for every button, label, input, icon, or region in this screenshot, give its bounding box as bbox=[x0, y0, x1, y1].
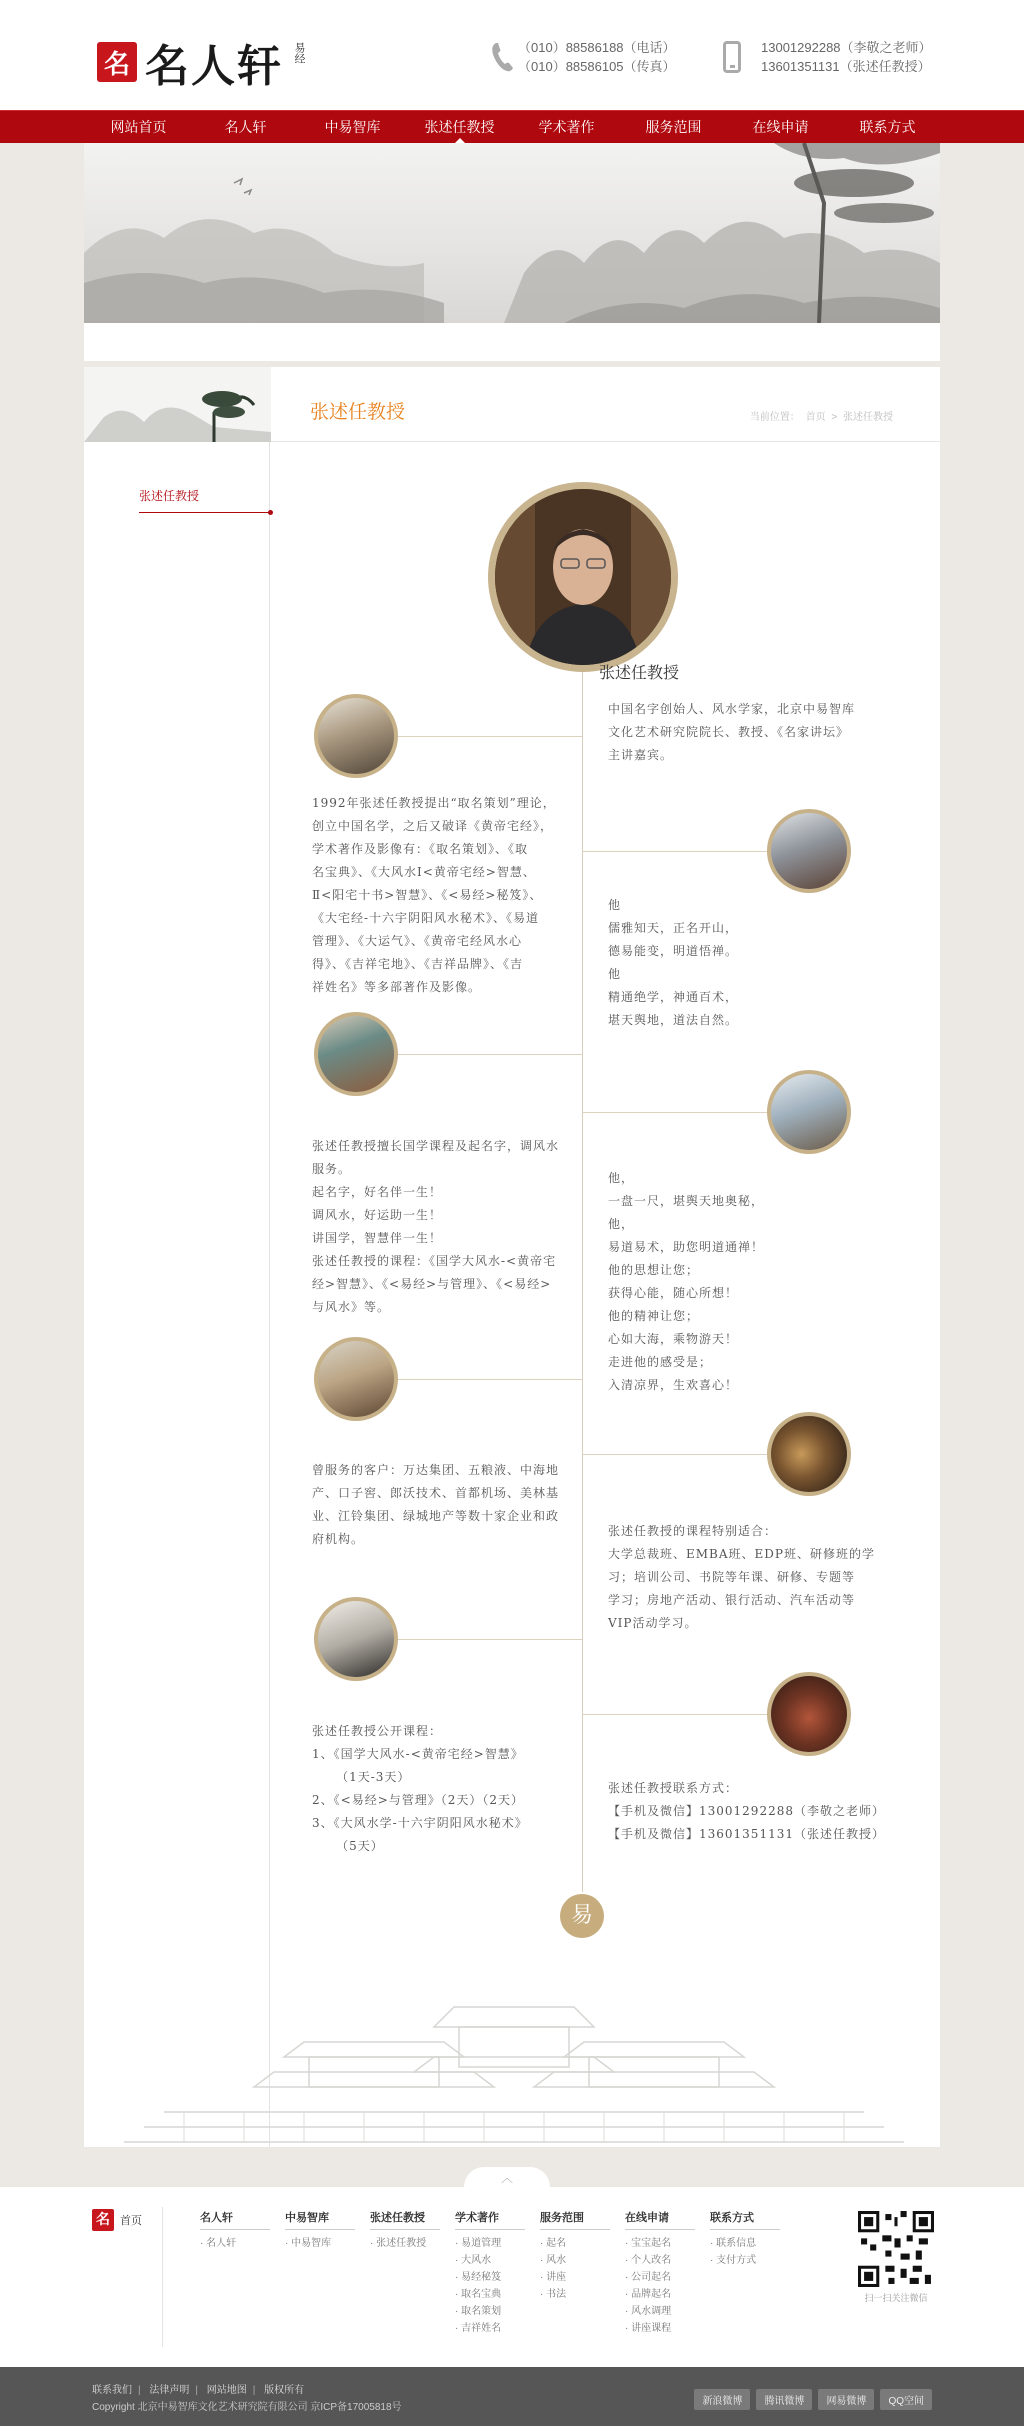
footer-link[interactable]: · 吉祥姓名 bbox=[455, 2320, 525, 2337]
footer-link[interactable]: · 取名宝典 bbox=[455, 2286, 525, 2303]
link-copyright[interactable]: 版权所有 bbox=[264, 2385, 305, 2396]
footer-link[interactable]: · 起名 bbox=[540, 2235, 610, 2252]
he-paragraph-2: 他， 一盘一尺，堪舆天地奥秘， 他， 易道易术，助您明道通禅！ 他的思想让您； 获得心能，随心所想！ 他的精神让您； 心如大海，乘物游天！ 走进他的感受是； 入清凉界，生欢喜心！ bbox=[608, 1171, 765, 1392]
contact-text bbox=[608, 1777, 918, 1846]
intro-text bbox=[608, 698, 898, 767]
footer-link[interactable]: · 讲座 bbox=[540, 2269, 610, 2286]
yi-seal-icon: 易 bbox=[560, 1894, 604, 1938]
footer-column-title[interactable]: 中易智库 bbox=[285, 2209, 355, 2230]
bottom-bar bbox=[0, 2367, 1024, 2426]
nav-item-contact[interactable]: 联系方式 bbox=[859, 119, 916, 135]
footer-toggle bbox=[84, 2147, 940, 2187]
footer-link[interactable]: · 风水 bbox=[540, 2252, 610, 2269]
site-footer bbox=[0, 2187, 1024, 2367]
footer-link[interactable]: · 风水调理 bbox=[625, 2303, 695, 2320]
breadcrumb-current: 张述任教授 bbox=[843, 412, 893, 423]
share-netease-weibo-button[interactable]: 网易微博 bbox=[818, 2389, 874, 2410]
fax-line: （010）88586105（传真） bbox=[518, 59, 676, 74]
footer-column-title[interactable]: 服务范围 bbox=[540, 2209, 610, 2230]
contact-paragraph: 张述任教授联系方式： 【手机及微信】13001292288（李敬之老师） 【手机及微信】13601351131（张述任教授） bbox=[608, 1781, 885, 1841]
content-header bbox=[84, 367, 940, 442]
contact-mobile bbox=[723, 38, 932, 76]
footer-column-apply bbox=[625, 2209, 695, 2337]
timeline-connector bbox=[398, 736, 582, 737]
footer-link[interactable]: · 张述任教授 bbox=[370, 2235, 440, 2252]
qr-caption: 扫一扫关注微信 bbox=[864, 2293, 928, 2303]
breadcrumb-home-link[interactable]: 首页 bbox=[805, 412, 826, 423]
nav-item-services[interactable]: 服务范围 bbox=[645, 119, 702, 135]
timeline-connector bbox=[582, 1112, 767, 1113]
footer-link[interactable]: · 公司起名 bbox=[625, 2269, 695, 2286]
link-contact-us[interactable]: 联系我们 bbox=[92, 2385, 132, 2396]
nav-item-think-tank[interactable]: 中易智库 bbox=[324, 119, 381, 135]
footer-logo-icon: 名 bbox=[92, 2209, 114, 2231]
palace-watermark bbox=[84, 1987, 940, 2147]
sidebar bbox=[84, 442, 270, 2147]
he-paragraph-1: 他 儒雅知天，正名开山， 德易能变，明道悟禅。 他 精通绝学，神通百术， 堪天舆地，道法自然。 bbox=[608, 898, 739, 1027]
courses-text bbox=[312, 1720, 572, 1858]
content-wrapper bbox=[84, 323, 940, 2147]
footer-column-services bbox=[540, 2209, 610, 2303]
share-buttons bbox=[688, 2389, 932, 2410]
portrait-photo bbox=[488, 482, 678, 672]
footer-link[interactable]: · 宝宝起名 bbox=[625, 2235, 695, 2252]
footer-column-title[interactable]: 名人轩 bbox=[200, 2209, 270, 2230]
timeline-connector bbox=[582, 1454, 767, 1455]
timeline-connector bbox=[398, 1379, 582, 1380]
footer-link[interactable]: · 讲座课程 bbox=[625, 2320, 695, 2337]
footer-link[interactable]: · 大风水 bbox=[455, 2252, 525, 2269]
footer-link[interactable]: · 品牌起名 bbox=[625, 2286, 695, 2303]
footer-column-think-tank bbox=[285, 2209, 355, 2252]
main-content bbox=[84, 442, 940, 2147]
breadcrumb bbox=[750, 408, 896, 423]
footer-column-title[interactable]: 在线申请 bbox=[625, 2209, 695, 2230]
contact-telephone bbox=[490, 38, 676, 76]
clients-paragraph: 曾服务的客户：万达集团、五粮液、中海地 产、口子窖、郎沃技术、首都机场、美林基 业、江铃集团、绿城地产等数十家企业和政 府机构。 bbox=[312, 1463, 560, 1546]
timeline-connector bbox=[582, 1714, 767, 1715]
footer-column-title[interactable]: 学术著作 bbox=[455, 2209, 525, 2230]
he-text-1 bbox=[608, 894, 898, 1032]
mobile-line: 13601351131（张述任教授） bbox=[761, 59, 931, 74]
calligraphy-image bbox=[314, 1597, 398, 1681]
mobile-line: 13001292288（李敬之老师） bbox=[761, 40, 932, 55]
books-image bbox=[314, 694, 398, 778]
telephone-icon bbox=[490, 41, 518, 73]
tea-cups-image bbox=[314, 1012, 398, 1096]
bamboo-scroll-image bbox=[767, 1412, 851, 1496]
nav-item-mingrenxuan[interactable]: 名人轩 bbox=[224, 119, 267, 135]
footer-home-label: 首页 bbox=[120, 2215, 142, 2227]
wechat-qr-code bbox=[858, 2211, 934, 2287]
landscape-banner bbox=[84, 143, 940, 323]
footer-home-link[interactable] bbox=[92, 2209, 142, 2231]
audience-paragraph: 张述任教授的课程特别适合： 大学总裁班、EMBA班、EDP班、研修班的学 习；培训公司、书院等年课、研修、专题等 学习；房地产活动、银行活动、汽车活动等 VIP活动学习。 bbox=[608, 1524, 875, 1630]
timeline-line bbox=[582, 642, 583, 1892]
footer-link[interactable]: · 取名策划 bbox=[455, 2303, 525, 2320]
page-title: 张述任教授 bbox=[310, 402, 406, 423]
footer-column-mingrenxuan bbox=[200, 2209, 270, 2252]
footer-link[interactable]: · 易道管理 bbox=[455, 2235, 525, 2252]
phone-line: （010）88586188（电话） bbox=[518, 40, 676, 55]
open-book-image bbox=[767, 1070, 851, 1154]
link-sitemap[interactable]: 网站地图 bbox=[206, 2385, 247, 2396]
breadcrumb-separator: > bbox=[831, 412, 838, 423]
logo-subtitle: 易经 bbox=[293, 42, 306, 64]
breadcrumb-label: 当前位置： bbox=[749, 412, 800, 423]
link-legal[interactable]: 法律声明 bbox=[149, 2385, 190, 2396]
sidebar-item-professor[interactable]: 张述任教授 bbox=[139, 487, 269, 513]
footer-link[interactable]: · 名人轩 bbox=[200, 2235, 270, 2252]
footer-divider bbox=[162, 2207, 163, 2347]
footer-link[interactable]: · 中易智库 bbox=[285, 2235, 355, 2252]
footer-link[interactable]: · 联系信息 bbox=[710, 2235, 780, 2252]
footer-column-professor bbox=[370, 2209, 440, 2252]
banner-gap bbox=[84, 323, 940, 367]
works-paragraph: 1992年张述任教授提出“取名策划”理论， 创立中国名学，之后又破译《黄帝宅经》， 学术著作及影像有：《取名策划》、《取 名宝典》、《大风水Ⅰ<黄帝宅经>智慧、 Ⅱ<阳宅十书>智慧》、《<易经>秘笈》、 《大宅经-十六宇阴阳风水秘术》、《易道 管理》、《大运气》、《黄帝宅经风水心 得》、《吉祥宅地》、《吉祥品牌》、《吉 祥姓名》等多部著作及影像。 bbox=[312, 796, 556, 994]
site-header bbox=[0, 0, 1024, 110]
timeline-connector bbox=[582, 851, 767, 852]
footer-link[interactable]: · 支付方式 bbox=[710, 2252, 780, 2269]
teapot-image bbox=[767, 1672, 851, 1756]
footer-column-title[interactable]: 张述任教授 bbox=[370, 2209, 440, 2230]
logo-seal-icon: 名 bbox=[97, 42, 137, 82]
timeline-connector bbox=[398, 1639, 582, 1640]
courses-paragraph: 张述任教授公开课程： 1、《国学大风水-<黄帝宅经>智慧》 （1天-3天） 2、《<易经>与管理》（2天）（2天） 3、《大风水学-十六宇阴阳风水秘术》 （5天） bbox=[312, 1724, 528, 1853]
clients-text bbox=[312, 1459, 562, 1551]
nav-item-home[interactable]: 网站首页 bbox=[110, 119, 167, 135]
nav-item-apply[interactable]: 在线申请 bbox=[752, 119, 809, 135]
intro-paragraph: 中国名字创始人、风水学家，北京中易智库 文化艺术研究院院长、教授、《名家讲坛》 主讲嘉宾。 bbox=[608, 702, 856, 762]
main-nav bbox=[0, 110, 1024, 143]
he-text-2 bbox=[608, 1167, 898, 1397]
lectures-paragraph: 张述任教授擅长国学课程及起名字，调风水 服务。 起名字，好名伴一生！ 调风水，好运助一生！ 讲国学，智慧伴一生！ 张述任教授的课程：《国学大风水-<黄帝宅 经>智慧》、《<易经>与管理》、《<易经> 与风水》等。 bbox=[312, 1139, 560, 1314]
nav-item-works[interactable]: 学术著作 bbox=[538, 119, 595, 135]
footer-link[interactable]: · 书法 bbox=[540, 2286, 610, 2303]
sidebar-landscape-thumb bbox=[84, 367, 271, 442]
footer-column-works bbox=[455, 2209, 525, 2337]
logo-text: 名人轩 bbox=[145, 41, 283, 92]
lectures-text bbox=[312, 1135, 562, 1319]
share-tencent-weibo-button[interactable]: 腾讯微博 bbox=[756, 2389, 812, 2410]
works-text bbox=[312, 792, 562, 999]
site-logo[interactable] bbox=[97, 30, 307, 94]
footer-collapse-button[interactable]: ︿ bbox=[464, 2167, 550, 2187]
footer-column-contact bbox=[710, 2209, 780, 2269]
nav-item-professor[interactable]: 张述任教授 bbox=[406, 111, 513, 143]
audience-text bbox=[608, 1520, 898, 1635]
portrait-name: 张述任教授 bbox=[599, 663, 680, 682]
footer-link[interactable]: · 个人改名 bbox=[625, 2252, 695, 2269]
mobile-phone-icon bbox=[723, 41, 741, 73]
scroll-image bbox=[767, 809, 851, 893]
footer-column-title[interactable]: 联系方式 bbox=[710, 2209, 780, 2230]
copyright-text: Copyright 北京中易智库文化艺术研究院有限公司 京ICP备17005818号 bbox=[92, 2402, 402, 2413]
share-sina-weibo-button[interactable]: 新浪微博 bbox=[694, 2389, 750, 2410]
bottom-links: 联系我们 | 法律声明 | 网站地图 | 版权所有 bbox=[92, 2385, 305, 2396]
book-stack-image bbox=[314, 1337, 398, 1421]
footer-link[interactable]: · 易经秘笈 bbox=[455, 2269, 525, 2286]
share-qzone-button[interactable]: QQ空间 bbox=[880, 2389, 932, 2410]
timeline-connector bbox=[398, 1054, 582, 1055]
